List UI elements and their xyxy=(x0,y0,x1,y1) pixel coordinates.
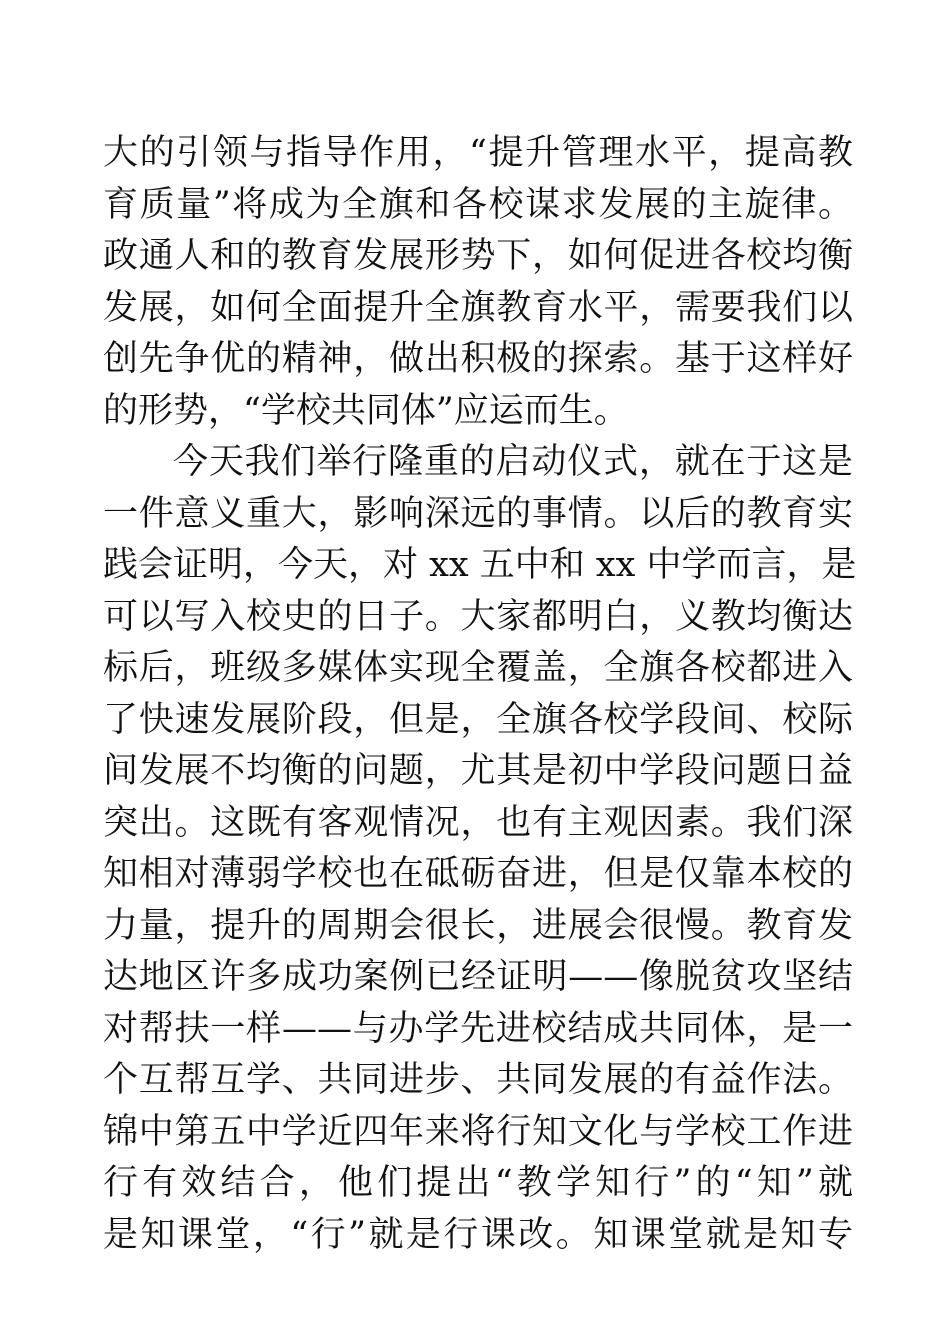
text-line: 可以写入校史的日子。大家都明白，义教均衡达 xyxy=(103,596,853,637)
text-line: 大的引领与指导作用，“提升管理水平，提高教 xyxy=(103,133,853,173)
text-line: 践会证明，今天，对 xx 五中和 xx 中学而言，是 xyxy=(103,545,857,585)
text-line: 育质量”将成为全旗和各校谋求发展的主旋律。 xyxy=(103,184,853,225)
text-line: 对帮扶一样——与办学先进校结成共同体，是一 xyxy=(103,1008,853,1049)
text-line: 突出。这既有客观情况，也有主观因素。我们深 xyxy=(103,802,853,843)
text-line: 是知课堂，“行”就是行课改。知课堂就是知专 xyxy=(103,1214,853,1255)
text-line: 一件意义重大，影响深远的事情。以后的教育实 xyxy=(103,493,853,534)
text-line: 达地区许多成功案例已经证明——像脱贫攻坚结 xyxy=(103,957,853,997)
text-line: 个互帮互学、共同进步、共同发展的有益作法。 xyxy=(103,1060,853,1100)
text-line: 力量，提升的周期会很长，进展会很慢。教育发 xyxy=(103,905,853,946)
text-line: 标后，班级多媒体实现全覆盖，全旗各校都进入 xyxy=(103,648,853,688)
text-line: 锦中第五中学近四年来将行知文化与学校工作进 xyxy=(103,1111,853,1152)
text-line: 政通人和的教育发展形势下，如何促进各校均衡 xyxy=(103,236,853,276)
text-line: 了快速发展阶段，但是，全旗各校学段间、校际 xyxy=(103,699,853,740)
document-page xyxy=(103,128,857,1261)
text-line: 发展，如何全面提升全旗教育水平，需要我们以 xyxy=(103,287,853,328)
text-line: 行有效结合，他们提出“教学知行”的“知”就 xyxy=(103,1163,853,1203)
text-line: 的形势，“学校共同体”应运而生。 xyxy=(103,390,629,431)
text-line: 知相对薄弱学校也在砥砺奋进，但是仅靠本校的 xyxy=(103,854,853,894)
text-line: 间发展不均衡的问题，尤其是初中学段问题日益 xyxy=(103,751,853,791)
text-line: 今天我们举行隆重的启动仪式，就在于这是 xyxy=(173,442,853,482)
text-line: 创先争优的精神，做出积极的探索。基于这样好 xyxy=(103,339,853,379)
